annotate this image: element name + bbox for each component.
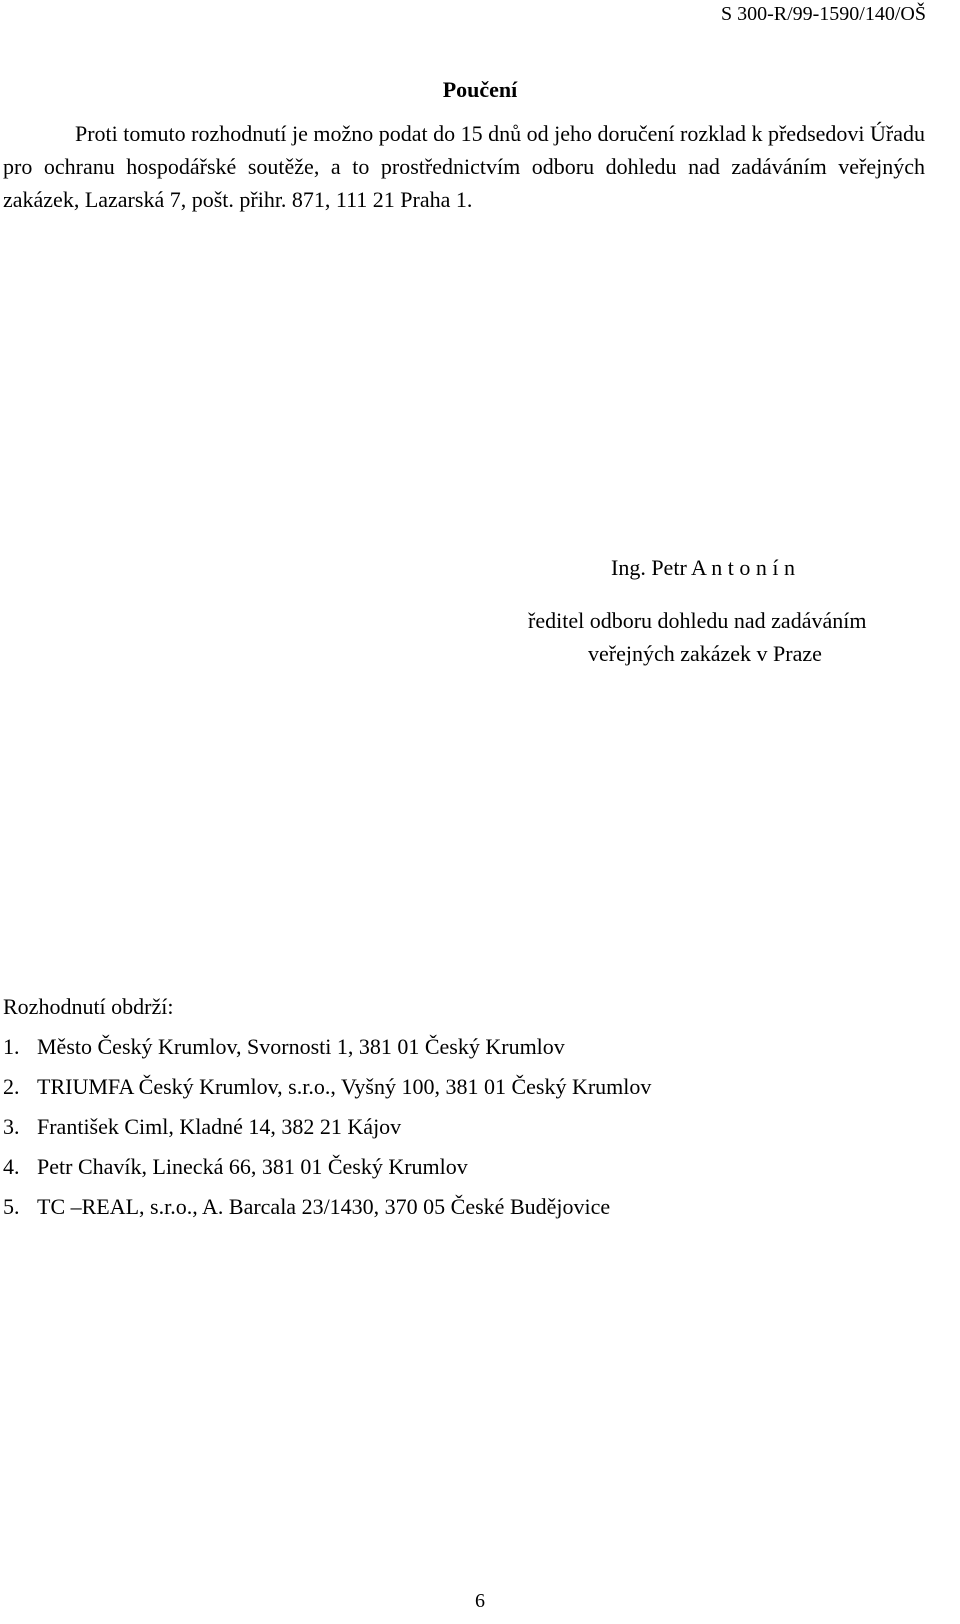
list-item-number: 1.: [3, 1034, 20, 1059]
list-item: [3, 1153, 903, 1193]
list-item-text: TRIUMFA Český Krumlov, s.r.o., Vyšný 100, 381 01 Český Krumlov: [37, 1074, 652, 1099]
document-reference: S 300-R/99-1590/140/OŠ: [720, 3, 926, 25]
section-heading: Poučení: [442, 77, 518, 102]
list-item-text: Petr Chavík, Linecká 66, 381 01 Český Krumlov: [37, 1154, 468, 1179]
list-item: [3, 1113, 903, 1153]
instruction-paragraph: Proti tomuto rozhodnutí je možno podat do 15 dnů od jeho doručení rozklad k předsedovi Úřadu pro ochranu hospodářské soutěže, a to prostřednictvím odboru dohledu nad zadáváním veřejných zakázek, Lazarská 7, pošt. přihr. 871, 111 21 Praha 1.: [3, 121, 925, 212]
list-item-number: 2.: [3, 1074, 20, 1099]
list-item: [3, 1033, 903, 1073]
page-number: 6: [475, 1590, 485, 1612]
recipient-list: [3, 1033, 903, 1233]
list-item-text: František Ciml, Kladné 14, 382 21 Kájov: [37, 1114, 402, 1139]
signatory-name: Ing. Petr A n t o n í n: [611, 555, 795, 580]
list-item: [3, 1193, 903, 1233]
signature-block: [528, 551, 928, 670]
list-item-number: 3.: [3, 1114, 20, 1139]
recipients-section: [3, 993, 903, 1233]
signatory-title-line-2: veřejných zakázek v Praze: [588, 641, 822, 666]
list-item-number: 5.: [3, 1194, 20, 1219]
list-item-text: Město Český Krumlov, Svornosti 1, 381 01 Český Krumlov: [37, 1034, 565, 1059]
list-item-number: 4.: [3, 1154, 20, 1179]
signatory-title-line-1: ředitel odboru dohledu nad zadáváním: [528, 608, 867, 633]
list-item: [3, 1073, 903, 1113]
recipients-label: Rozhodnutí obdrží:: [3, 994, 174, 1019]
signatory-title: [528, 604, 928, 670]
list-item-text: TC –REAL, s.r.o., A. Barcala 23/1430, 370 05 České Budějovice: [37, 1194, 611, 1219]
